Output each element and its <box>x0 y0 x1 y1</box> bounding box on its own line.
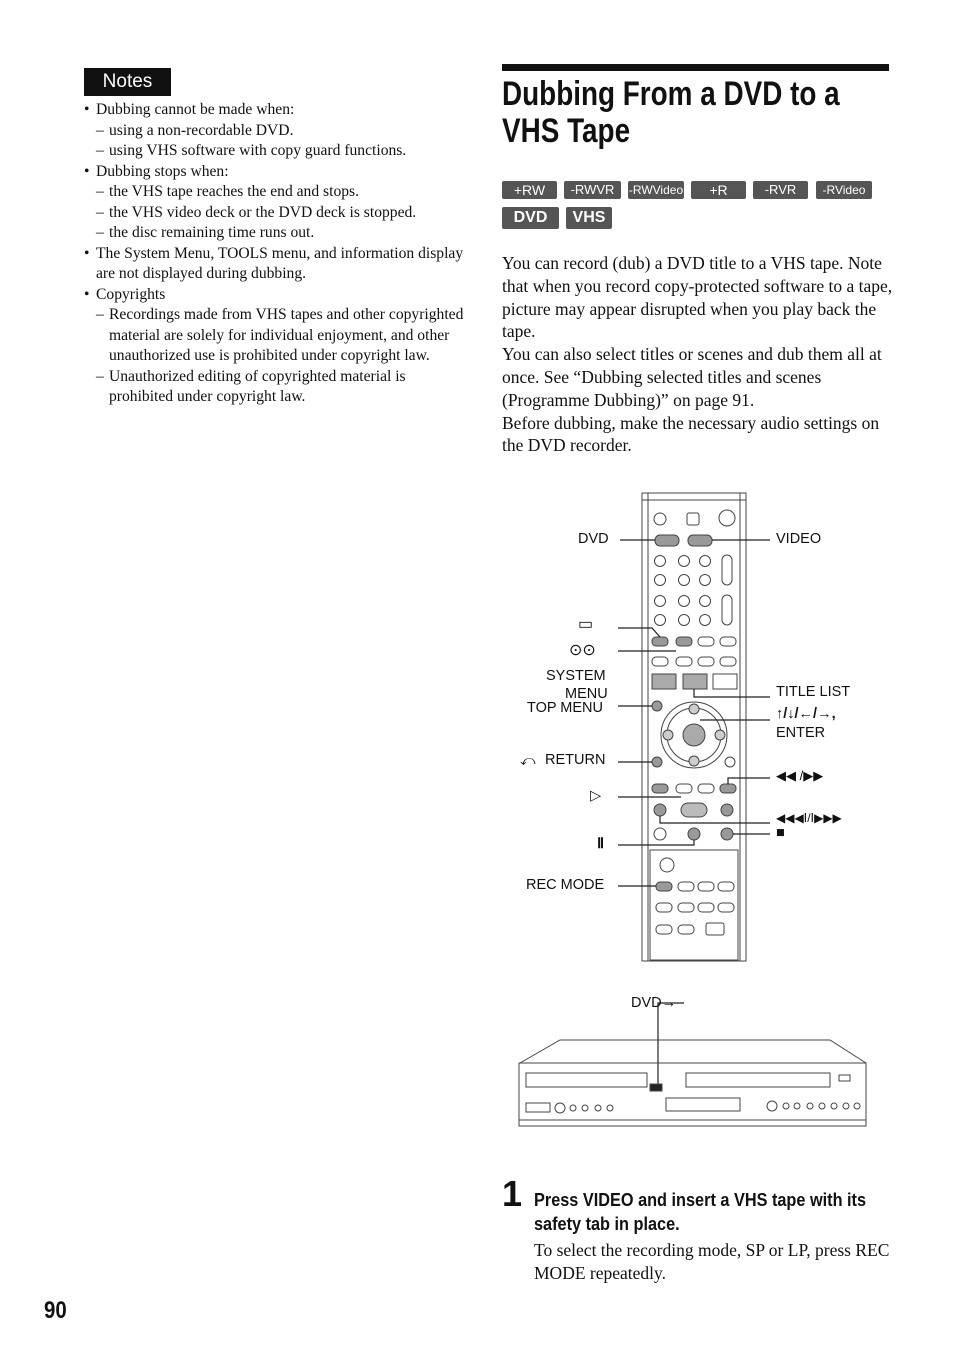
note-line: – the disc remaining time runs out. <box>84 223 469 244</box>
badge-vhs: VHS <box>566 207 612 229</box>
label-return: RETURN <box>545 752 606 768</box>
dvd-button <box>655 535 679 546</box>
label-stop: ■ <box>776 825 785 841</box>
title-line-2: VHS Tape <box>502 112 631 150</box>
label-top-menu: TOP MENU <box>527 700 604 716</box>
return-icon: ⤺ <box>520 753 536 769</box>
play-button <box>681 803 707 817</box>
page-number: 90 <box>44 1297 67 1324</box>
label-arrows: ↑/↓/←/→, <box>776 706 836 722</box>
display-icon: ▭ <box>578 616 594 633</box>
label-dvd-arrow: DVD→ <box>631 995 677 1011</box>
intro-paragraph: You can record (dub) a DVD title to a VHS tape. Note that when you record copy-protected software to a tape, picture may appear disrupted when you play back the tape. <box>502 253 893 342</box>
note-line: – Unauthorized editing of copyrighted material is prohibited under copyright law. <box>84 367 469 408</box>
badge-dvd: DVD <box>502 207 559 229</box>
label-scan: ◀◀◀Ⅰ/Ⅰ▶▶▶ <box>776 811 842 825</box>
step-body: To select the recording mode, SP or LP, press REC MODE repeatedly. <box>534 1240 890 1283</box>
badge-minus-rw-vr: -RWVR <box>564 181 621 199</box>
note-line: – Recordings made from VHS tapes and other copyrighted material are solely for individual enjoyment, and other unauthorized use is prohibited under copyright law. <box>84 305 469 367</box>
top-menu-button <box>652 701 662 711</box>
dvd-vhs-recorder <box>519 1040 866 1126</box>
system-menu-button <box>652 674 676 689</box>
label-rec-mode: REC MODE <box>526 877 605 893</box>
note-line: – the VHS tape reaches the end and stops. <box>84 182 469 203</box>
label-system-menu-1: SYSTEM <box>546 668 606 684</box>
note-line: • The System Menu, TOOLS menu, and information display are not displayed during dubbing. <box>84 244 469 285</box>
note-line: • Dubbing cannot be made when: <box>84 100 469 121</box>
note-line: – the VHS video deck or the DVD deck is stopped. <box>84 203 469 224</box>
note-line: – using VHS software with copy guard functions. <box>84 141 469 162</box>
badge-plus-r: +R <box>691 181 746 199</box>
return-button <box>652 757 662 767</box>
badge-minus-rw-video: -RWVideo <box>628 183 684 197</box>
play-icon: ▷ <box>590 788 602 804</box>
intro-paragraph: You can also select titles or scenes and dub them all at once. See “Dubbing selected titles and scenes (Programme Dubbing)” on page 91. <box>502 344 882 410</box>
note-line: – using a non-recordable DVD. <box>84 121 469 142</box>
label-pause: Ⅱ <box>597 836 605 852</box>
note-line: • Copyrights <box>84 285 469 306</box>
step-number: 1 <box>502 1173 523 1214</box>
notes-heading: Notes <box>84 68 171 96</box>
audio-icon: ⊙⊙ <box>569 642 596 659</box>
label-enter: ENTER <box>776 725 826 741</box>
badge-minus-r-vr: -RVR <box>753 181 808 199</box>
label-video: VIDEO <box>776 531 822 547</box>
step-heading: Press VIDEO and insert a VHS tape with its safety tab in place. <box>534 1189 867 1234</box>
rec-mode-button <box>656 882 672 891</box>
title-line-1: Dubbing From a DVD to a <box>502 75 840 113</box>
pause-button <box>688 828 700 840</box>
label-dvd: DVD <box>578 531 609 547</box>
badge-plus-rw: +RW <box>502 181 557 199</box>
label-title-list: TITLE LIST <box>776 684 851 700</box>
title-list-button <box>683 674 707 689</box>
badge-minus-r-video: -RVideo <box>816 181 872 199</box>
note-line: • Dubbing stops when: <box>84 162 469 183</box>
stop-button <box>721 828 733 840</box>
enter-button <box>683 724 705 746</box>
intro-paragraph: Before dubbing, make the necessary audio settings on the DVD recorder. <box>502 412 880 456</box>
video-button <box>688 535 712 546</box>
label-prev-next: ◀◀ /▶▶ <box>776 768 824 783</box>
label-system-menu-2: MENU <box>565 686 608 702</box>
